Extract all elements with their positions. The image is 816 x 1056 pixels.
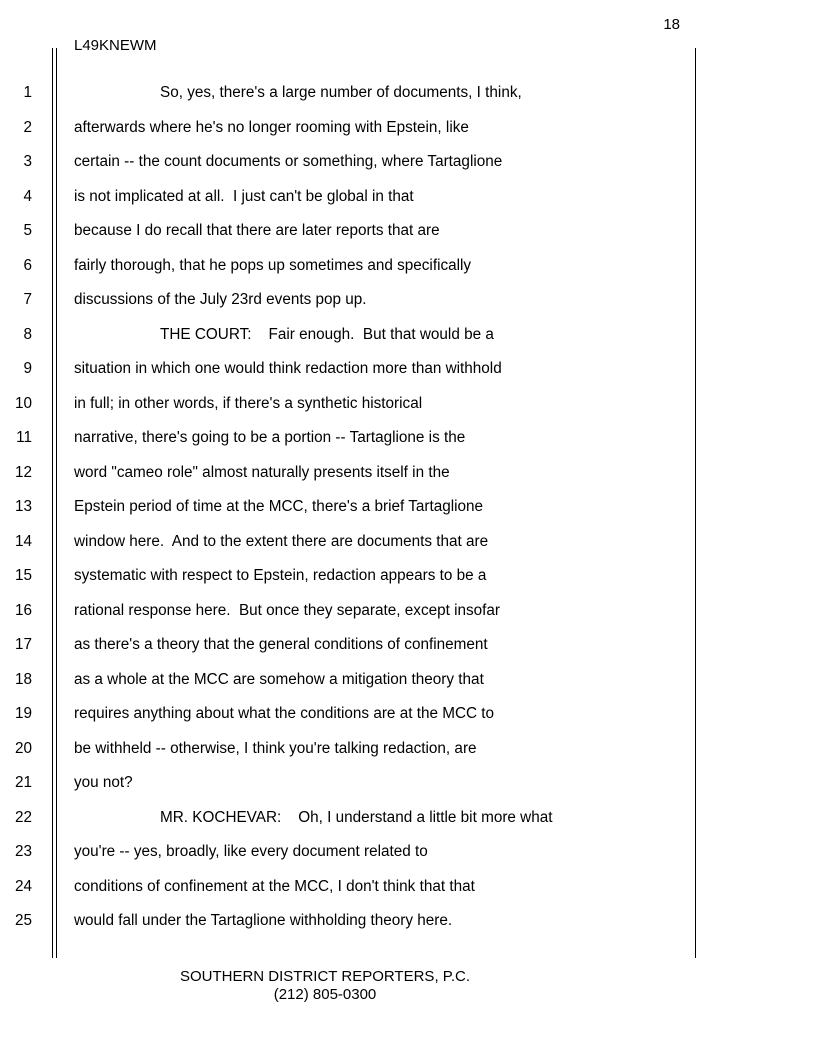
transcript-line <box>0 352 690 387</box>
transcript-line <box>0 180 690 215</box>
line-number: 15 <box>14 567 32 584</box>
line-number: 8 <box>23 325 32 343</box>
line-text: situation in which one would think redaction more than withhold <box>74 360 502 377</box>
transcript-line <box>0 525 690 560</box>
transcript-line <box>0 559 690 594</box>
line-text: as a whole at the MCC are somehow a mitigation theory that <box>74 670 484 688</box>
transcript-line <box>0 214 690 249</box>
line-text: you're -- yes, broadly, like every document related to <box>74 843 428 860</box>
line-text: because I do recall that there are later reports that are <box>74 222 440 239</box>
footer-reporter-phone: (212) 805-0300 <box>273 986 377 1003</box>
line-text: be withheld -- otherwise, I think you're talking redaction, are <box>74 739 477 757</box>
line-text: systematic with respect to Epstein, redaction appears to be a <box>74 567 487 584</box>
transcript-line <box>0 421 690 456</box>
line-text: MR. KOCHEVAR: Oh, I understand a little bit more what <box>160 808 553 826</box>
line-number: 23 <box>14 843 32 860</box>
transcript-line <box>0 801 690 836</box>
line-text: So, yes, there's a large number of documents, I think, <box>160 84 522 101</box>
line-number: 3 <box>23 153 32 170</box>
line-number: 25 <box>14 912 32 929</box>
transcript-line <box>0 456 690 491</box>
transcript-line <box>0 870 690 905</box>
line-text: afterwards where he's no longer rooming with Epstein, like <box>74 118 469 136</box>
case-identifier: L49KNEWM <box>74 37 157 54</box>
transcript-line <box>0 697 690 732</box>
line-number: 6 <box>23 256 32 274</box>
transcript-line <box>0 594 690 629</box>
line-text: discussions of the July 23rd events pop up. <box>74 291 367 308</box>
line-number: 20 <box>14 739 32 757</box>
line-number: 14 <box>14 532 32 550</box>
line-number: 1 <box>23 84 32 101</box>
line-number: 10 <box>14 394 32 412</box>
line-number: 19 <box>14 705 32 722</box>
line-text: word "cameo role" almost naturally presents itself in the <box>74 463 450 481</box>
line-number: 13 <box>14 498 32 515</box>
transcript-line <box>0 904 690 939</box>
transcript-line <box>0 835 690 870</box>
line-text: Epstein period of time at the MCC, there's a brief Tartaglione <box>74 498 484 515</box>
transcript-line <box>0 76 690 111</box>
line-text: requires anything about what the conditions are at the MCC to <box>74 705 495 722</box>
line-number: 16 <box>14 601 32 619</box>
transcript-line <box>0 732 690 767</box>
transcript-line <box>0 387 690 422</box>
transcript-line <box>0 766 690 801</box>
line-number: 21 <box>14 774 32 791</box>
transcript-line <box>0 249 690 284</box>
line-text: would fall under the Tartaglione withholding theory here. <box>74 912 453 929</box>
transcript-line <box>0 490 690 525</box>
line-number: 5 <box>23 222 32 239</box>
line-text: conditions of confinement at the MCC, I don't think that that <box>74 877 475 895</box>
transcript-body <box>0 76 690 939</box>
line-text: as there's a theory that the general conditions of confinement <box>74 636 488 653</box>
line-text: certain -- the count documents or something, where Tartaglione <box>74 153 503 170</box>
line-text: fairly thorough, that he pops up sometimes and specifically <box>74 256 472 274</box>
line-text: window here. And to the extent there are documents that are <box>74 532 489 550</box>
transcript-line <box>0 145 690 180</box>
line-number: 9 <box>23 360 32 377</box>
line-text: is not implicated at all. I just can't be global in that <box>74 187 414 205</box>
transcript-line <box>0 318 690 353</box>
transcript-line <box>0 283 690 318</box>
transcript-line <box>0 628 690 663</box>
page-number: 18 <box>663 16 680 33</box>
line-number: 22 <box>14 808 32 826</box>
line-number: 7 <box>23 291 32 308</box>
line-text: THE COURT: Fair enough. But that would be a <box>160 325 494 343</box>
right-margin-rule <box>695 48 696 958</box>
line-number: 2 <box>23 118 32 136</box>
transcript-line <box>0 663 690 698</box>
line-text: rational response here. But once they separate, except insofar <box>74 601 501 619</box>
line-text: narrative, there's going to be a portion -- Tartaglione is the <box>74 429 466 446</box>
line-number: 11 <box>16 429 32 446</box>
line-number: 24 <box>14 877 32 895</box>
line-number: 12 <box>14 463 32 481</box>
line-number: 18 <box>14 670 32 688</box>
line-text: you not? <box>74 774 133 791</box>
footer-reporter-name: SOUTHERN DISTRICT REPORTERS, P.C. <box>179 968 471 985</box>
transcript-line <box>0 111 690 146</box>
line-text: in full; in other words, if there's a synthetic historical <box>74 394 423 412</box>
line-number: 17 <box>14 636 32 653</box>
line-number: 4 <box>23 187 32 205</box>
